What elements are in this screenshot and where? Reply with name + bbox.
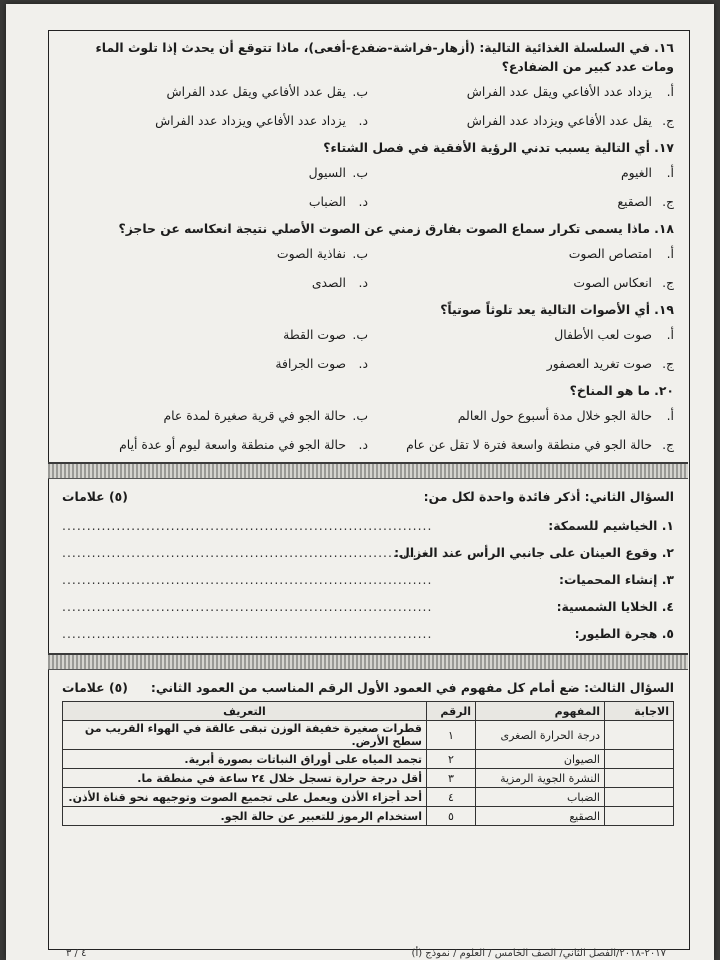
answer-cell[interactable] [605, 807, 674, 826]
footer-info: ٢٠١٧-٢٠١٨/الفصل الثاني/ الصف الخامس / العلوم / نموذج (أ) [411, 948, 666, 959]
item-text: الخياشيم للسمكة: [548, 518, 658, 533]
question-number: ١٦. [654, 40, 674, 55]
exam-sheet [6, 4, 714, 960]
answer-cell[interactable] [605, 769, 674, 788]
option-text: صوت تغريد العصفور [546, 356, 652, 371]
benefit-item [62, 599, 674, 614]
question-2-marks: (٥) علامات [62, 489, 128, 504]
benefit-item [62, 626, 674, 641]
question-item [62, 381, 674, 452]
option-letter: د. [358, 437, 368, 452]
option-letter: ج. [662, 113, 674, 128]
question-number: ١٨. [654, 221, 674, 236]
table-row [63, 750, 674, 769]
page-number: ٤ / ٣ [66, 948, 87, 959]
table-row [63, 721, 674, 750]
number-cell: ٥ [427, 807, 476, 826]
question-number: ١٩. [654, 302, 674, 317]
header-answer: الاجابة [605, 702, 674, 721]
number-cell: ٣ [427, 769, 476, 788]
number-cell: ٤ [427, 788, 476, 807]
option-letter: ب. [352, 408, 368, 423]
option-letter: ب. [352, 84, 368, 99]
option-text: الغيوم [620, 165, 652, 180]
option-letter: ب. [352, 327, 368, 342]
item-text: هجرة الطيور: [574, 626, 658, 641]
definition-cell: استخدام الرموز للتعبير عن حالة الجو. [63, 807, 427, 826]
option-letter: ج. [662, 356, 674, 371]
option-text: حالة الجو خلال مدة أسبوع حول العالم [457, 408, 652, 423]
answer-cell[interactable] [605, 721, 674, 750]
answer-line[interactable]: ........................................................................... [62, 518, 433, 533]
item-number: ١. [661, 518, 674, 533]
answer-line[interactable]: ........................................................................... [62, 626, 433, 641]
multiple-choice-section [62, 38, 674, 452]
benefit-item [62, 518, 674, 533]
item-text: الخلايا الشمسية: [556, 599, 658, 614]
answer-option [62, 327, 368, 342]
answer-option [62, 165, 368, 180]
question-item [62, 38, 674, 128]
section-divider [48, 462, 688, 479]
table-row [63, 769, 674, 788]
concept-cell: النشرة الجوية الرمزية [476, 769, 605, 788]
option-text: انعكاس الصوت [573, 275, 652, 290]
option-text: حالة الجو في قرية صغيرة لمدة عام [163, 408, 346, 423]
answer-cell[interactable] [605, 750, 674, 769]
option-text: الضباب [308, 194, 346, 209]
concept-cell: درجة الحرارة الصغرى [476, 721, 605, 750]
option-text: صوت القطة [283, 327, 346, 342]
item-text: وقوع العينان على جانبي الرأس عند الغزال: [394, 545, 658, 560]
option-text: حالة الجو في منطقة واسعة فترة لا تقل عن عام [406, 437, 652, 452]
header-concept: المفهوم [476, 702, 605, 721]
table-row [63, 788, 674, 807]
option-text: امتصاص الصوت [568, 246, 652, 261]
option-text: صوت لعب الأطفال [554, 327, 652, 342]
option-letter: د. [358, 194, 368, 209]
exam-content [62, 38, 674, 826]
question-2-section [62, 489, 674, 641]
option-letter: ج. [662, 275, 674, 290]
number-cell: ٢ [427, 750, 476, 769]
option-text: يقل عدد الأفاعي ويقل عدد الفراش [166, 84, 346, 99]
concept-cell: الصقيع [476, 807, 605, 826]
option-text: يقل عدد الأفاعي ويزداد عدد الفراش [466, 113, 652, 128]
section-divider [48, 653, 688, 670]
item-number: ٤. [661, 599, 674, 614]
answer-option [62, 408, 368, 423]
question-text: أي التالية يسبب تدني الرؤية الأفقية في فصل الشتاء؟ [323, 140, 650, 155]
answer-line[interactable]: ........................................................................... [62, 545, 433, 560]
option-text: نفاذية الصوت [276, 246, 346, 261]
answer-option [62, 275, 368, 290]
concept-cell: الضباب [476, 788, 605, 807]
option-text: الصقيع [617, 194, 652, 209]
answer-option [368, 165, 674, 180]
answer-line[interactable]: ........................................................................... [62, 599, 433, 614]
question-text: ماذا يسمى تكرار سماع الصوت بفارق زمني عن الصوت الأصلي نتيجة انعكاسه عن حاجز؟ [118, 221, 650, 236]
item-number: ٣. [661, 572, 674, 587]
answer-option [368, 327, 674, 342]
answer-option [368, 246, 674, 261]
option-letter: أ. [666, 165, 674, 180]
table-row [63, 807, 674, 826]
option-text: صوت الجرافة [275, 356, 346, 371]
answer-option [62, 84, 368, 99]
question-number: ١٧. [654, 140, 674, 155]
question-text: ما هو المناخ؟ [569, 383, 650, 398]
answer-option [62, 437, 368, 452]
question-item [62, 138, 674, 209]
concept-cell: الصيوان [476, 750, 605, 769]
answer-option [62, 113, 368, 128]
answer-option [62, 194, 368, 209]
item-number: ٥. [661, 626, 674, 641]
benefit-item [62, 572, 674, 587]
answer-option [368, 437, 674, 452]
question-item [62, 219, 674, 290]
option-letter: د. [358, 113, 368, 128]
question-3-title: السؤال الثالث: ضع أمام كل مفهوم في العمود الأول الرقم المناسب من العمود الثاني: [150, 680, 674, 695]
option-letter: ب. [352, 246, 368, 261]
header-definition: التعريف [63, 702, 427, 721]
question-2-title: السؤال الثاني: أذكر فائدة واحدة لكل من: [423, 489, 674, 504]
answer-option [368, 113, 674, 128]
header-number: الرقم [427, 702, 476, 721]
option-letter: أ. [666, 408, 674, 423]
answer-option [62, 246, 368, 261]
definition-cell: أحد أجزاء الأذن ويعمل على تجميع الصوت وتوجيهه نحو قناة الأذن. [63, 788, 427, 807]
option-letter: ج. [662, 194, 674, 209]
answer-option [368, 194, 674, 209]
answer-line[interactable]: ........................................................................... [62, 572, 433, 587]
option-letter: د. [358, 275, 368, 290]
question-text: أي الأصوات التالية يعد تلوثاً صوتياً؟ [440, 302, 650, 317]
option-letter: د. [358, 356, 368, 371]
definition-cell: تجمد المياه على أوراق النباتات بصورة أبرية. [63, 750, 427, 769]
option-letter: أ. [666, 327, 674, 342]
option-letter: أ. [666, 246, 674, 261]
option-text: يزداد عدد الأفاعي ويقل عدد الفراش [466, 84, 652, 99]
option-letter: ب. [352, 165, 368, 180]
option-text: حالة الجو في منطقة واسعة ليوم أو عدة أيام [119, 437, 346, 452]
option-text: يزداد عدد الأفاعي ويزداد عدد الفراش [155, 113, 346, 128]
option-letter: ج. [662, 437, 674, 452]
definition-cell: قطرات صغيرة خفيفة الوزن تبقى عالقة في الهواء القريب من سطح الأرض. [63, 721, 427, 750]
benefit-item [62, 545, 674, 560]
answer-option [368, 408, 674, 423]
question-number: ٢٠. [654, 383, 674, 398]
answer-cell[interactable] [605, 788, 674, 807]
page-footer [66, 948, 666, 959]
answer-option [368, 356, 674, 371]
number-cell: ١ [427, 721, 476, 750]
definition-cell: أقل درجة حرارة تسجل خلال ٢٤ ساعة في منطقة ما. [63, 769, 427, 788]
question-text: في السلسلة الغذائية التالية: (أزهار-فراشة-ضفدع-أفعى)، ماذا تتوقع أن يحدث إذا تلوث الماء ومات عدد كبير من الضفادع؟ [95, 40, 674, 74]
question-item [62, 300, 674, 371]
option-text: السيول [308, 165, 346, 180]
answer-option [62, 356, 368, 371]
question-3-section [62, 680, 674, 826]
answer-option [368, 84, 674, 99]
option-letter: أ. [666, 84, 674, 99]
option-text: الصدى [311, 275, 346, 290]
item-text: إنشاء المحميات: [559, 572, 658, 587]
question-3-marks: (٥) علامات [62, 680, 128, 695]
matching-table [62, 701, 674, 826]
item-number: ٢. [661, 545, 674, 560]
answer-option [368, 275, 674, 290]
